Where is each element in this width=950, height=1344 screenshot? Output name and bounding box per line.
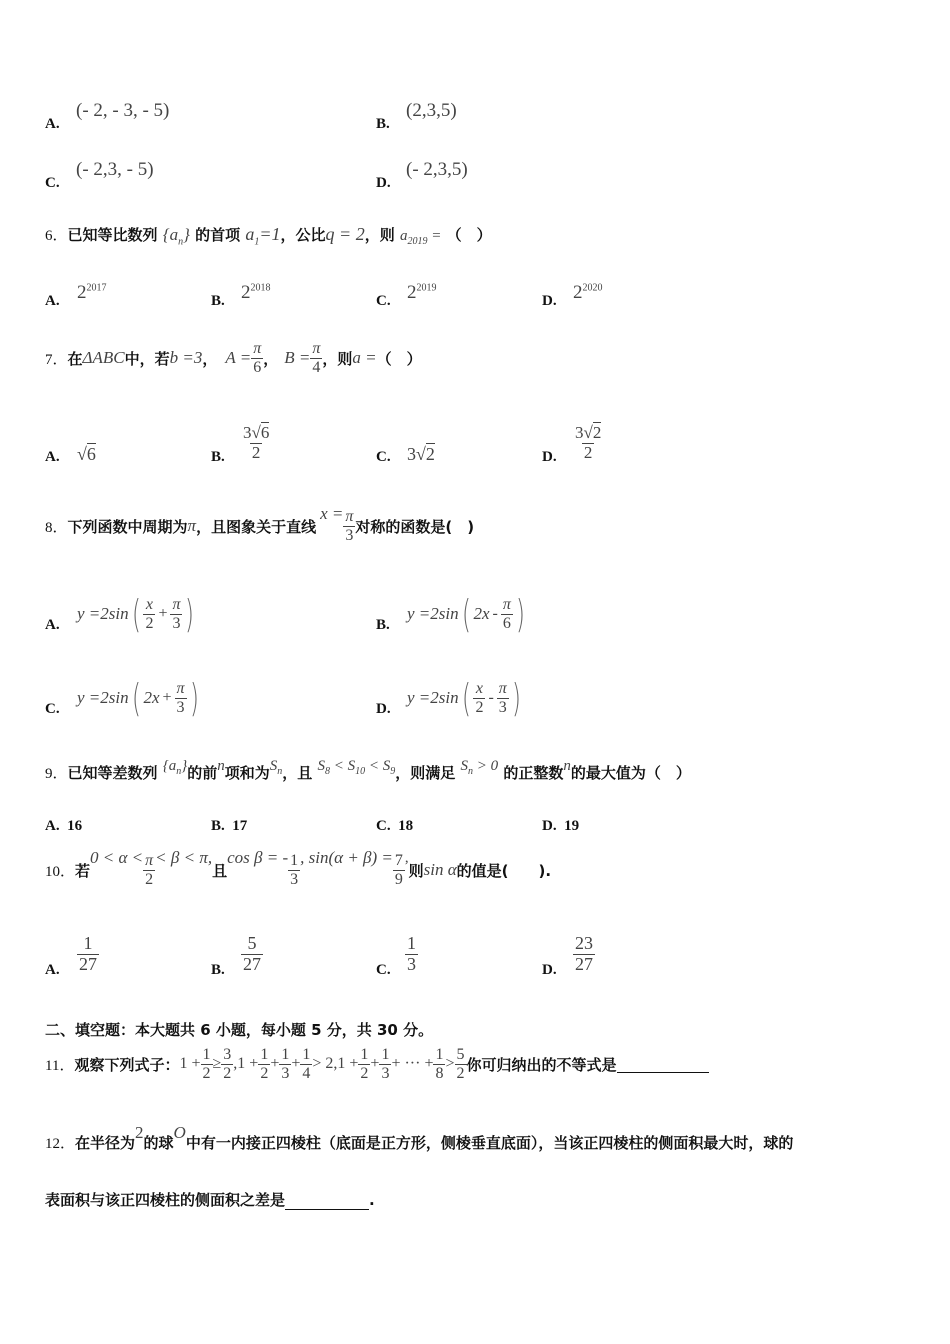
q9-text-6: 的正整数 [503, 764, 564, 782]
q9-seq: $\{a_n\}$ [162, 758, 188, 777]
q7-option-c-label: C. [376, 449, 391, 465]
question-12 [45, 1123, 794, 1153]
q9-text-1: 已知等差数列 [67, 764, 158, 782]
q10-option-a-label: A. [45, 962, 60, 978]
q6-option-d-label: D. [542, 293, 557, 309]
q7-text-2: 中，若 [124, 349, 170, 368]
q7-text-3: ，则 [322, 349, 353, 368]
q11-answer-blank[interactable] [617, 1056, 709, 1073]
q10-number: 10． [45, 863, 76, 880]
q9-option-a: A. 16 [45, 818, 83, 834]
q9-n-2: n [563, 758, 571, 774]
q9-option-d: D. 19 [542, 818, 580, 834]
q12-text-3: 中有一内接正四棱柱（底面是正方形，侧棱垂直底面），当该正四棱柱的侧面积最大时，球的 [185, 1134, 794, 1152]
q7-comma-2: ， [263, 349, 279, 368]
q6-text-5: （ ） [446, 226, 492, 244]
q8-option-a-label: A. [45, 617, 60, 633]
q11-text-2: 你可归纳出的不等式是 [466, 1055, 617, 1074]
question-9 [45, 758, 691, 785]
q6-option-d-value: $2^{2020}$ [573, 282, 603, 303]
q7-option-c-value: 3√2 [407, 444, 435, 464]
q10-option-b-label: B. [211, 962, 225, 978]
q10-text-3: 则 [408, 861, 424, 880]
q7-option-b-label: B. [211, 449, 225, 465]
q12-answer-blank[interactable] [285, 1193, 369, 1210]
q7-option-b-value: $\frac{3√6}{2}$ [243, 423, 270, 462]
q7-b-value: b =3 [169, 348, 203, 368]
q6-option-b-label: B. [211, 293, 225, 309]
question-7 [45, 340, 422, 376]
q7-number: 7． [45, 351, 68, 368]
q6-ratio: q = 2 [325, 224, 365, 244]
q10-sin: , sin(α + β) = [300, 848, 393, 868]
q6-seq: $\{a_n\}$ [162, 225, 190, 248]
q6-option-c-value: $2^{2019}$ [407, 282, 437, 303]
q8-line-fraction: $\frac{\pi}{3}$ [345, 508, 354, 544]
q8-text-2: ，且图象关于直线 [196, 517, 317, 536]
question-8 [45, 504, 475, 544]
q9-text-7: 的最大值为（ ） [570, 764, 691, 782]
q9-n: n [217, 758, 225, 774]
q9-number: 9． [45, 766, 68, 782]
q6-text-3: ，公比 [280, 226, 326, 244]
q6-a1: $a_1=1$ [245, 224, 281, 248]
q8-option-b-value: y =2sin ( 2x - $\frac{\pi}{6}$ ) [407, 592, 525, 636]
q7-option-a-label: A. [45, 449, 60, 465]
q5-option-c-value: (- 2,3, - 5) [76, 159, 154, 180]
q10-pi-over-2: $\frac{\pi}{2}$ [145, 852, 154, 888]
q12-center: O [173, 1123, 186, 1142]
q9-option-c: C. 18 [376, 818, 414, 834]
q9-text-4: ，且 [282, 764, 313, 782]
q11-number: 11． [45, 1057, 75, 1074]
q7-comma-1: ， [202, 349, 218, 368]
q6-text-4: ，则 [364, 226, 395, 244]
q7-option-d-label: D. [542, 449, 557, 465]
q9-text-3: 项和为 [224, 764, 270, 782]
q5-option-d-label: D. [376, 175, 391, 191]
q10-option-d-label: D. [542, 962, 557, 978]
q12-text-4: 表面积与该正四棱柱的侧面积之差是 [45, 1191, 286, 1209]
q7-a-eq: a = [352, 348, 377, 368]
q9-sn: $S_n$ [269, 758, 283, 777]
q6-a2019: $a_{2019}$ = [399, 228, 442, 247]
q5-option-d-value: (- 2,3,5) [406, 159, 468, 180]
question-12-line-2 [45, 1189, 375, 1210]
question-11: 11． 观察下列式子： 1 + $\frac{1}{2}$ ≥ $\frac{3}{2}$ ,1 + $\frac{1}{2}$ + $\frac{1}{3}$ + $\frac{1}{4}$ > 2,1 + $\frac{1}{2}$ + $\frac{1}{3}$ + ··· + $\frac{1}{8}$ > $\frac{5}{2}$ 你可归纳出的不等式是 [45, 1046, 709, 1082]
question-10 [45, 848, 552, 888]
q6-option-c-label: C. [376, 293, 391, 309]
q12-number: 12． [45, 1136, 76, 1152]
q10-comma: , [404, 849, 409, 866]
q5-option-c-label: C. [45, 175, 60, 191]
q9-text-5: ，则满足 [395, 764, 456, 782]
question-6 [45, 224, 492, 248]
q11-text-1: 观察下列式子： [74, 1055, 180, 1074]
q10-ineq-1: 0 < α < [90, 848, 144, 868]
q10-sin-alpha: sin α [423, 860, 457, 880]
q10-one-third: $\frac{1}{3}$ [290, 852, 299, 888]
q8-option-c-value: y =2sin ( 2x + $\frac{\pi}{3}$ ) [77, 676, 199, 720]
q6-number: 6． [45, 228, 68, 244]
q12-text-2: 的球 [143, 1134, 174, 1152]
q9-option-b: B. 17 [211, 818, 248, 834]
q10-cos: cos β = - [227, 848, 289, 868]
q7-angle-a: A = [225, 348, 252, 368]
q8-pi: π [187, 516, 197, 536]
q10-option-b-value: $\frac{5}{27}$ [243, 933, 261, 974]
q9-condition: $S_n > 0$ [460, 758, 499, 777]
q10-seven-ninths: $\frac{7}{9}$ [394, 852, 403, 888]
q10-ineq-2: < β < π, [155, 848, 213, 868]
q5-option-a-label: A. [45, 116, 60, 132]
q8-number: 8． [45, 519, 68, 536]
section-2-heading: 二、填空题：本大题共 6 小题，每小题 5 分，共 30 分。 [45, 1021, 434, 1039]
q7-angle-b-fraction: $\frac{\pi}{4}$ [312, 340, 321, 376]
q8-x-eq: x = [320, 504, 344, 524]
q10-text-1: 若 [75, 861, 91, 880]
q7-angle-b: B = [284, 348, 311, 368]
q7-triangle: ΔABC [82, 348, 125, 368]
q10-option-c-label: C. [376, 962, 391, 978]
q8-text-1: 下列函数中周期为 [67, 517, 188, 536]
q8-option-c-label: C. [45, 701, 60, 717]
q12-end: . [369, 1191, 375, 1209]
q5-option-b-label: B. [376, 116, 390, 132]
q7-angle-a-fraction: $\frac{\pi}{6}$ [253, 340, 262, 376]
q10-option-c-value: $\frac{1}{3}$ [407, 933, 416, 974]
q10-text-2: 且 [212, 861, 228, 880]
q10-text-4: 的值是( ). [456, 861, 552, 880]
q8-option-d-value: y =2sin ( $\frac{x}{2}$ - $\frac{\pi}{3}$ ) [407, 676, 521, 720]
q6-text-1: 已知等比数列 [67, 226, 158, 244]
q8-option-d-label: D. [376, 701, 391, 717]
q6-option-b-value: $2^{2018}$ [241, 282, 271, 303]
q6-option-a-label: A. [45, 293, 60, 309]
q9-text-2: 的前 [187, 764, 218, 782]
q5-option-a-value: (- 2, - 3, - 5) [76, 100, 170, 121]
q8-text-3: 对称的函数是( ) [355, 517, 475, 536]
q8-option-a-value: y =2sin ( $\frac{x}{2}$ + $\frac{\pi}{3}$ ) [77, 592, 195, 636]
q12-text-1: 在半径为 [75, 1134, 136, 1152]
q6-option-a-value: $2^{2017}$ [77, 282, 107, 303]
q8-option-b-label: B. [376, 617, 390, 633]
q9-inequality: $S_8 < S_{10} < S_9$ [317, 758, 396, 777]
q7-text-4: （ ） [376, 349, 422, 368]
q7-option-a-value: √6 [77, 444, 96, 464]
q10-option-d-value: $\frac{23}{27}$ [575, 933, 593, 974]
q5-option-b-value: (2,3,5) [406, 100, 457, 121]
q6-text-2: 的首项 [195, 226, 241, 244]
q10-option-a-value: $\frac{1}{27}$ [79, 933, 97, 974]
q7-text-1: 在 [67, 349, 83, 368]
q7-option-d-value: $\frac{3√2}{2}$ [575, 423, 602, 462]
q12-radius: 2 [135, 1123, 144, 1142]
